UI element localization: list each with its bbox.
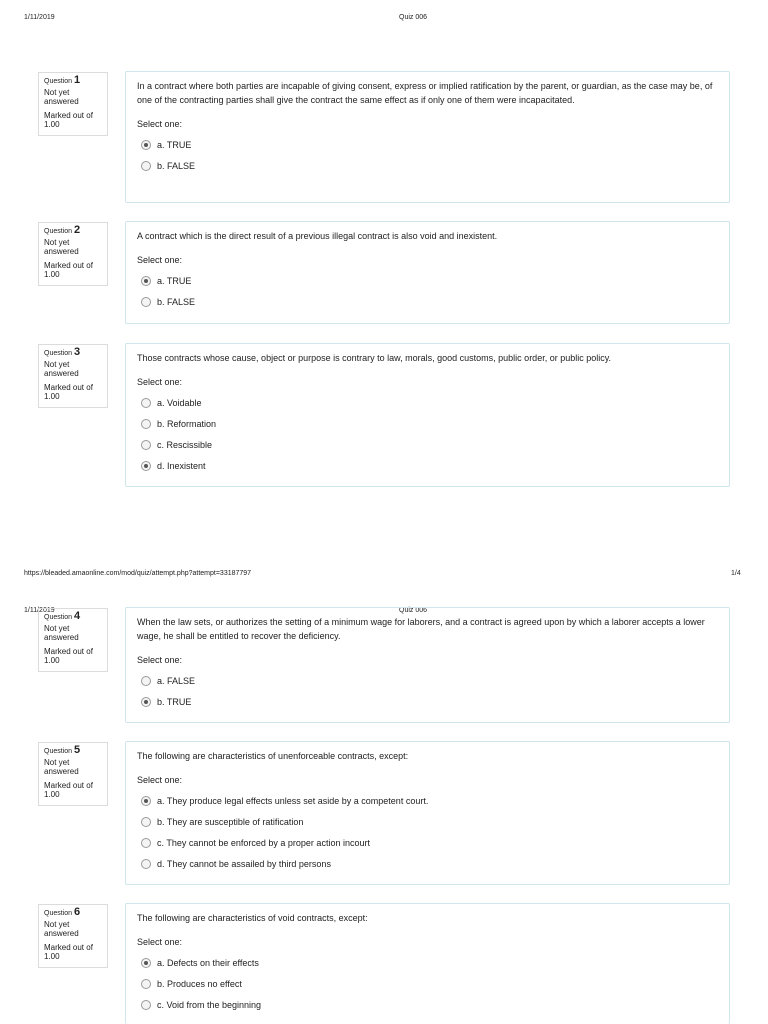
question-label: Question — [44, 350, 73, 357]
answer-option[interactable] — [137, 155, 718, 176]
answer-option[interactable] — [137, 853, 718, 874]
answer-option[interactable] — [137, 434, 718, 455]
answer-option[interactable] — [137, 134, 718, 155]
radio-button[interactable] — [141, 817, 151, 827]
option-label: c. Void from the beginning — [157, 999, 262, 1010]
header-title: Quiz 006 — [399, 607, 428, 614]
question-mark: Marked out of 1.00 — [44, 781, 93, 799]
question-info-6 — [38, 904, 108, 968]
answer-option[interactable] — [137, 670, 718, 691]
question-number: 6 — [74, 906, 81, 918]
question-mark: Marked out of 1.00 — [44, 647, 93, 665]
question-text: A contract which is the direct result of a previous illegal contract is also void and inexistent. — [137, 231, 498, 241]
option-label: a. Voidable — [157, 397, 202, 408]
radio-button[interactable] — [141, 297, 151, 307]
question-status: Not yet answered — [44, 624, 79, 642]
answer-option[interactable] — [137, 455, 718, 476]
question-box-5 — [125, 741, 730, 885]
option-label: b. FALSE — [157, 160, 196, 171]
question-mark: Marked out of 1.00 — [44, 943, 93, 961]
question-status: Not yet answered — [44, 88, 79, 106]
question-text: In a contract where both parties are incapable of giving consent, express or implied ratification by the parent, or guardian, as the case may be, of one of the contracting parties shall give the contract the same effect as if only one of them were incapacitated. — [137, 81, 713, 105]
option-label: c. They cannot be enforced by a proper action incourt — [157, 837, 370, 848]
radio-button[interactable] — [141, 958, 151, 968]
question-mark: Marked out of 1.00 — [44, 383, 93, 401]
question-status: Not yet answered — [44, 360, 79, 378]
answer-option[interactable] — [137, 413, 718, 434]
radio-button[interactable] — [141, 1000, 151, 1010]
question-info-5 — [38, 742, 108, 806]
question-mark: Marked out of 1.00 — [44, 261, 93, 279]
radio-button[interactable] — [141, 676, 151, 686]
option-label: d. Inexistent — [157, 460, 206, 471]
question-label: Question — [44, 614, 73, 621]
question-box-1 — [125, 71, 730, 203]
question-info-2 — [38, 222, 108, 286]
question-number: 2 — [74, 224, 81, 236]
question-status: Not yet answered — [44, 920, 79, 938]
radio-button[interactable] — [141, 838, 151, 848]
question-text: When the law sets, or authorizes the setting of a minimum wage for laborers, and a contract is agreed upon by which a laborer accepts a lower wage, he shall be entitled to recover the deficiency. — [137, 617, 705, 641]
question-number: 4 — [74, 610, 81, 622]
question-status: Not yet answered — [44, 238, 79, 256]
option-label: a. Defects on their effects — [157, 957, 259, 968]
answer-option[interactable] — [137, 832, 718, 853]
question-status: Not yet answered — [44, 758, 79, 776]
option-label: a. FALSE — [157, 675, 196, 686]
select-one-label: Select one: — [137, 937, 183, 947]
answer-option[interactable] — [137, 811, 718, 832]
select-one-label: Select one: — [137, 255, 183, 265]
option-label: b. They are susceptible of ratification — [157, 816, 304, 827]
question-box-2 — [125, 221, 730, 324]
answer-option[interactable] — [137, 994, 718, 1015]
question-number: 1 — [74, 74, 81, 86]
select-one-label: Select one: — [137, 655, 183, 665]
radio-button[interactable] — [141, 796, 151, 806]
answer-option[interactable] — [137, 270, 718, 291]
question-label: Question — [44, 748, 73, 755]
radio-button[interactable] — [141, 276, 151, 286]
question-text: The following are characteristics of void contracts, except: — [137, 913, 368, 923]
radio-button[interactable] — [141, 440, 151, 450]
answer-option[interactable] — [137, 691, 718, 712]
question-number: 5 — [74, 744, 81, 756]
question-info-3 — [38, 344, 108, 408]
radio-button[interactable] — [141, 697, 151, 707]
question-mark: Marked out of 1.00 — [44, 111, 93, 129]
question-text: The following are characteristics of unenforceable contracts, except: — [137, 751, 409, 761]
option-label: a. TRUE — [157, 275, 192, 286]
question-text: Those contracts whose cause, object or purpose is contrary to law, morals, good customs, public order, or public policy. — [137, 353, 612, 363]
radio-button[interactable] — [141, 419, 151, 429]
radio-button[interactable] — [141, 398, 151, 408]
question-info-4 — [38, 608, 108, 672]
option-label: b. FALSE — [157, 296, 196, 307]
question-box-4 — [125, 607, 730, 723]
question-box-6 — [125, 903, 730, 1024]
footer-url: https://bleaded.amaonline.com/mod/quiz/attempt.php?attempt=33187797 — [24, 570, 252, 577]
answer-option[interactable] — [137, 952, 718, 973]
header-title: Quiz 006 — [399, 14, 428, 21]
option-label: a. TRUE — [157, 139, 192, 150]
answer-option[interactable] — [137, 973, 718, 994]
question-label: Question — [44, 228, 73, 235]
option-label: a. They produce legal effects unless set aside by a competent court. — [157, 795, 429, 806]
answer-option[interactable] — [137, 291, 718, 312]
radio-button[interactable] — [141, 461, 151, 471]
select-one-label: Select one: — [137, 377, 183, 387]
select-one-label: Select one: — [137, 119, 183, 129]
answer-option[interactable] — [137, 392, 718, 413]
answer-option[interactable] — [137, 790, 718, 811]
option-label: b. Reformation — [157, 418, 217, 429]
question-info-1 — [38, 72, 108, 136]
radio-button[interactable] — [141, 161, 151, 171]
option-label: d. They cannot be assailed by third persons — [157, 858, 331, 869]
question-label: Question — [44, 78, 73, 85]
option-label: b. Produces no effect — [157, 978, 242, 989]
radio-button[interactable] — [141, 859, 151, 869]
radio-button[interactable] — [141, 140, 151, 150]
footer-page-number: 1/4 — [731, 570, 741, 577]
header-date: 1/11/2019 — [24, 607, 55, 614]
radio-button[interactable] — [141, 979, 151, 989]
question-box-3 — [125, 343, 730, 487]
option-label: c. Rescissible — [157, 439, 213, 450]
select-one-label: Select one: — [137, 775, 183, 785]
option-label: b. TRUE — [157, 696, 192, 707]
question-number: 3 — [74, 346, 81, 358]
question-label: Question — [44, 910, 73, 917]
header-date: 1/11/2019 — [24, 14, 55, 21]
